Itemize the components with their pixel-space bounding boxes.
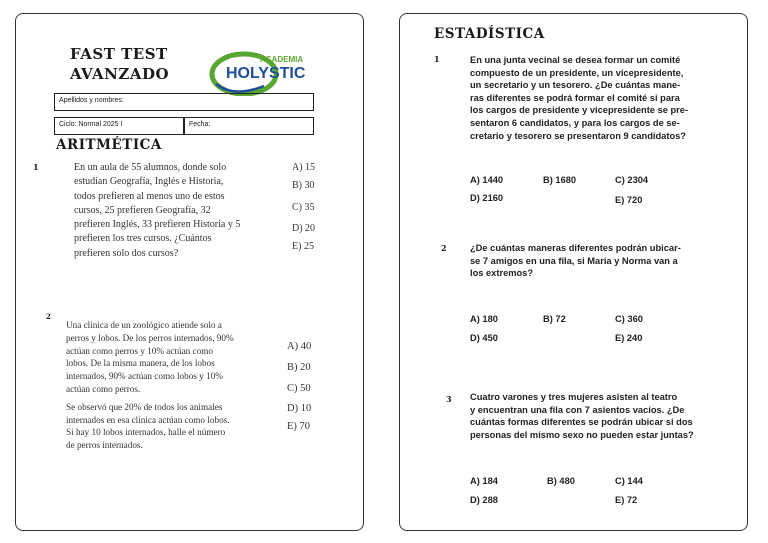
question-line: de perros internados.	[66, 440, 143, 451]
option-d[interactable]: D) 2160	[470, 193, 504, 203]
option-e[interactable]: E) 720	[615, 195, 643, 205]
question-line: Si hay 10 lobos internados, halle el número	[66, 427, 226, 438]
question-text	[470, 54, 699, 142]
option-c[interactable]: C) 144	[615, 476, 643, 486]
question-line: ras diferentes se podrá formar el comité si para	[470, 92, 680, 103]
question-line: Cuatro varones y tres mujeres asisten al teatro	[470, 392, 678, 402]
question-number: 1	[434, 54, 440, 64]
option-e[interactable]: E) 72	[615, 495, 638, 505]
question-line: estudian Geografía, Inglés e Historia,	[74, 176, 224, 188]
option-d[interactable]: D) 450	[470, 333, 498, 343]
question-line: los cargos de presidente y vicepresidente se pre-	[470, 105, 689, 116]
title-line-2: AVANZADO	[70, 65, 170, 83]
question-line: se 7 amigos en una fila, si María y Norma van a	[470, 255, 678, 266]
option-b[interactable]: B) 72	[543, 314, 566, 324]
section-title-estadistica: ESTADÍSTICA	[434, 26, 545, 42]
question-line: los extremos?	[470, 268, 534, 279]
option-a[interactable]: A) 40	[287, 341, 312, 352]
question-text	[470, 242, 699, 280]
question-line: ¿De cuántas maneras diferentes podrán ubicar-	[470, 243, 681, 253]
question-line: y encuentran una fila con 7 asientos vacíos. ¿De	[470, 404, 685, 415]
cycle-field[interactable]: Ciclo: Normal 2025 I	[54, 117, 184, 135]
section-title-aritmetica: ARITMÉTICA	[56, 137, 162, 153]
title-line-1: FAST TEST	[70, 45, 168, 63]
question-line: prefieren solo dos cursos?	[74, 247, 179, 259]
question-line: actúan como perros.	[66, 383, 141, 394]
question-line: internados en esa clínica actúan como lobos.	[66, 414, 230, 425]
question-line: prefieren Inglés, 33 prefieren Historia y 5	[74, 219, 241, 231]
option-e[interactable]: E) 240	[615, 333, 643, 343]
option-a[interactable]: A) 15	[292, 162, 316, 173]
option-e[interactable]: E) 70	[287, 421, 311, 432]
question-line: cursos, 25 prefieren Geografía, 32	[74, 204, 211, 216]
svg-text:ACADEMIA: ACADEMIA	[260, 55, 304, 64]
question-line: En un aula de 55 alumnos, donde solo	[74, 162, 227, 173]
question-number: 1	[33, 162, 39, 172]
option-a[interactable]: A) 1440	[470, 175, 504, 185]
option-d[interactable]: D) 20	[292, 223, 316, 234]
question-line: prefieren los tres cursos. ¿Cuántos	[74, 233, 212, 245]
question-line: internados, 90% actúan como lobos y 10%	[66, 371, 223, 382]
option-b[interactable]: B) 1680	[543, 175, 577, 185]
question-line: perros y lobos. De los perros internados, 90%	[66, 332, 234, 343]
date-field[interactable]: Fecha:	[184, 117, 314, 135]
option-a[interactable]: A) 180	[470, 314, 498, 324]
question-number: 3	[446, 394, 452, 404]
right-page	[399, 13, 748, 531]
question-line: actúan como perros y 10% actúan como	[66, 345, 213, 356]
option-c[interactable]: C) 50	[287, 383, 311, 394]
option-b[interactable]: B) 20	[287, 362, 311, 373]
question-text	[66, 319, 273, 452]
question-number: 2	[441, 243, 447, 253]
question-text	[470, 391, 699, 441]
question-line: cretario y tesorero se presentaron 9 candidatos?	[470, 130, 686, 141]
question-number: 2	[46, 312, 51, 321]
question-text	[74, 161, 271, 261]
option-d[interactable]: D) 288	[470, 495, 498, 505]
option-a[interactable]: A) 184	[470, 476, 498, 486]
names-field[interactable]: Apellidos y nombres:	[54, 93, 314, 111]
academia-logo	[204, 50, 316, 96]
svg-text:HOLYSTIC: HOLYSTIC	[226, 65, 306, 82]
question-line: En una junta vecinal se desea formar un comité	[470, 55, 681, 65]
question-line: sentaron 6 candidatos, y para los cargos de se-	[470, 117, 680, 128]
option-c[interactable]: C) 360	[615, 314, 643, 324]
question-line: compuesto de un presidente, un vicepresidente,	[470, 67, 684, 78]
question-line: todos prefieren al menos uno de estos	[74, 190, 225, 202]
option-b[interactable]: B) 30	[292, 180, 315, 191]
option-b[interactable]: B) 480	[547, 476, 575, 486]
test-title	[70, 44, 169, 84]
question-line: un secretario y un tesorero. ¿De cuántas mane-	[470, 80, 681, 91]
option-e[interactable]: E) 25	[292, 241, 314, 252]
question-line: personas del mismo sexo no pueden estar juntas?	[470, 429, 694, 440]
question-line: Se observó que 20% de todos los animales	[66, 401, 223, 412]
left-page	[15, 13, 364, 531]
question-line: cuántas formas diferentes se podrán ubicar si dos	[470, 417, 693, 428]
question-line: lobos. De la misma manera, de los lobos	[66, 358, 215, 369]
option-c[interactable]: C) 35	[292, 202, 315, 213]
option-d[interactable]: D) 10	[287, 403, 312, 414]
option-c[interactable]: C) 2304	[615, 175, 649, 185]
question-line: Una clínica de un zoológico atiende solo a	[66, 320, 222, 330]
